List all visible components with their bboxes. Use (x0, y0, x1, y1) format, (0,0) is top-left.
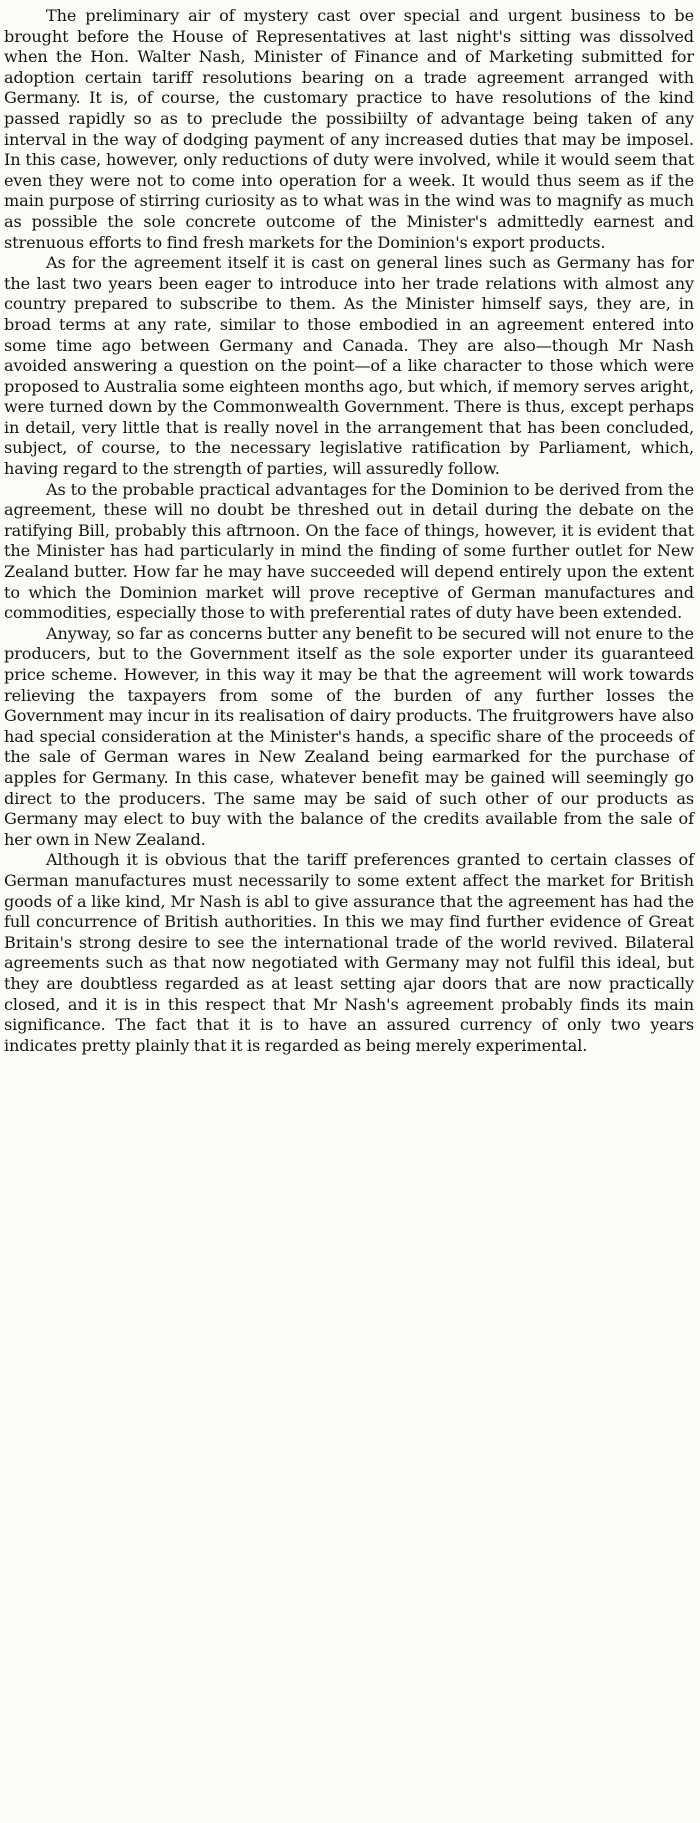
paragraph-4: Anyway, so far as concerns butter any benefit to be secured will not enure to the producers, but to the Government itself as the sole exporter under its guaranteed price scheme. However, in this way it may be that the agreement will work towards relieving the taxpayers from some of the burden of any further losses the Government may incur in its realisation of dairy products. The fruitgrowers have also had special consideration at the Minister's hands, a specific share of the proceeds of the sale of German wares in New Zealand being earmarked for the purchase of apples for Germany. In this case, whatever benefit may be gained will seemingly go direct to the producers. The same may be said of such other of our products as Germany may elect to buy with the balance of the credits available from the sale of her own in New Zealand. (4, 623, 694, 849)
paragraph-1: The preliminary air of mystery cast over special and urgent business to be brought before the House of Representatives at last night's sitting was dissolved when the Hon. Walter Nash, Minister of Finance and of Marketing submitted for adoption certain tariff resolutions bearing on a trade agreement arranged with Germany. It is, of course, the customary practice to have resolutions of the kind passed rapidly so as to preclude the possibiilty of advantage being taken of any interval in the way of dodging payment of any increased duties that may be imposel. In this case, however, only reductions of duty were involved, while it would seem that even they were not to come into operation for a week. It would thus seem as if the main purpose of stirring curiosity as to what was in the wind was to magnify as much as possible the sole concrete outcome of the Minister's admittedly earnest and strenuous efforts to find fresh markets for the Dominion's export products. (4, 6, 694, 252)
paragraph-3: As to the probable practical advantages for the Dominion to be derived from the agreement, these will no doubt be threshed out in detail during the debate on the ratifying Bill, probably this aftrnoon. On the face of things, however, it is evident that the Minister has had particularly in mind the finding of some further outlet for New Zealand butter. How far he may have succeeded will depend entirely upon the extent to which the Dominion market will prove receptive of German manufactures and commodities, especially those to with preferential rates of duty have been extended. (4, 479, 694, 623)
paragraph-2: As for the agreement itself it is cast on general lines such as Germany has for the last two years been eager to introduce into her trade relations with almost any country prepared to subscribe to them. As the Minister himself says, they are, in broad terms at any rate, similar to those embodied in an agreement entered into some time ago between Germany and Canada. They are also—though Mr Nash avoided answering a question on the point—of a like character to those which were proposed to Australia some eighteen months ago, but which, if memory serves aright, were turned down by the Commonwealth Government. There is thus, except perhaps in detail, very little that is really novel in the arrangement that has been concluded, subject, of course, to the necessary legislative ratification by Parliament, which, having regard to the strength of parties, will assuredly follow. (4, 253, 694, 479)
paragraph-5: Although it is obvious that the tariff preferences granted to certain classes of German manufactures must necessarily to some extent affect the market for British goods of a like kind, Mr Nash is abl to give assurance that the agreement has had the full concurrence of British authorities. In this we may find further evidence of Great Britain's strong desire to see the international trade of the world revived. Bilateral agreements such as that now negotiated with Germany may not fulfil this ideal, but they are doubtless regarded as at least setting ajar doors that are now practically closed, and it is in this respect that Mr Nash's agreement probably finds its main significance. The fact that it is to have an assured currency of only two years indicates pretty plainly that it is regarded as being merely experimental. (4, 850, 694, 1055)
editorial-article (0, 6, 700, 1056)
